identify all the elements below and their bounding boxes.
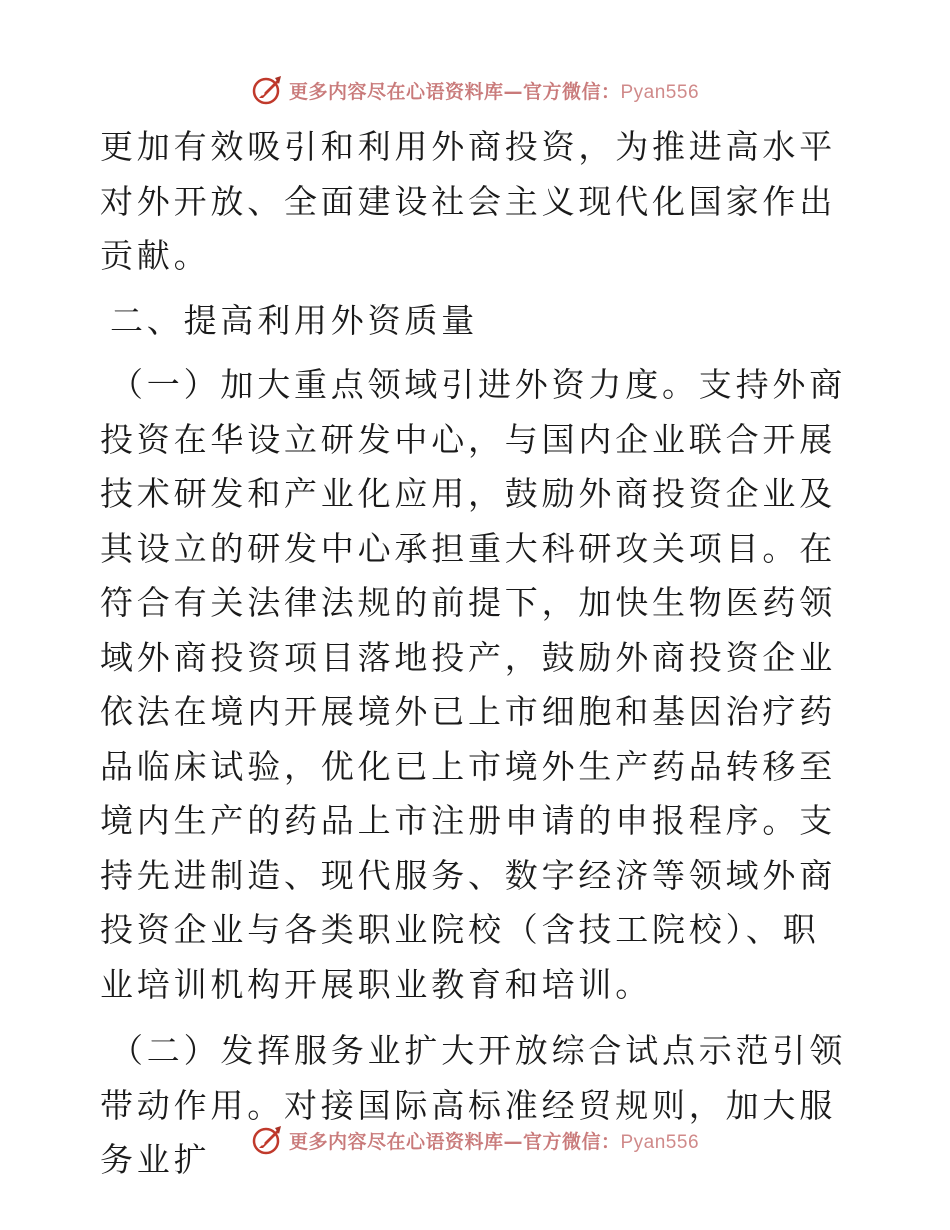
document-body	[100, 120, 852, 1188]
paragraph-section-2-item-2: （二）发挥服务业扩大开放综合试点示范引领带动作用。对接国际高标准经贸规则，加大服务业扩	[100, 1031, 846, 1179]
feather-pen-logo-icon	[251, 1124, 283, 1156]
footer-watermark-id: Pyan556	[620, 1131, 700, 1153]
header-watermark-text: 更多内容尽在心语资料库—官方微信：Pyan556	[288, 80, 700, 103]
paragraph-intro-continuation: 更加有效吸引和利用外商投资，为推进高水平对外开放、全面建设社会主义现代化国家作出贡献。	[100, 127, 836, 275]
section-heading-2: 二、提高利用外资质量	[110, 300, 478, 340]
feather-pen-logo-icon	[251, 74, 283, 106]
header-watermark-banner	[0, 70, 950, 110]
footer-watermark-text: 更多内容尽在心语资料库—官方微信：Pyan556	[288, 1130, 700, 1153]
paragraph-section-2-item-1: （一）加大重点领域引进外资力度。支持外商投资在华设立研发中心，与国内企业联合开展技术研发和产业化应用，鼓励外商投资企业及其设立的研发中心承担重大科研攻关项目。在符合有关法律法规的前提下，加快生物医药领域外商投资项目落地投产，鼓励外商投资企业依法在境内开展境外已上市细胞和基因治疗药品临床试验，优化已上市境外生产药品转移至境内生产的药品上市注册申请的申报程序。支持先进制造、现代服务、数字经济等领域外商投资企业与各类职业院校（含技工院校）、职业培训机构开展职业教育和培训。	[100, 365, 846, 1004]
footer-watermark-banner	[0, 1120, 950, 1160]
header-watermark-id: Pyan556	[620, 81, 700, 103]
